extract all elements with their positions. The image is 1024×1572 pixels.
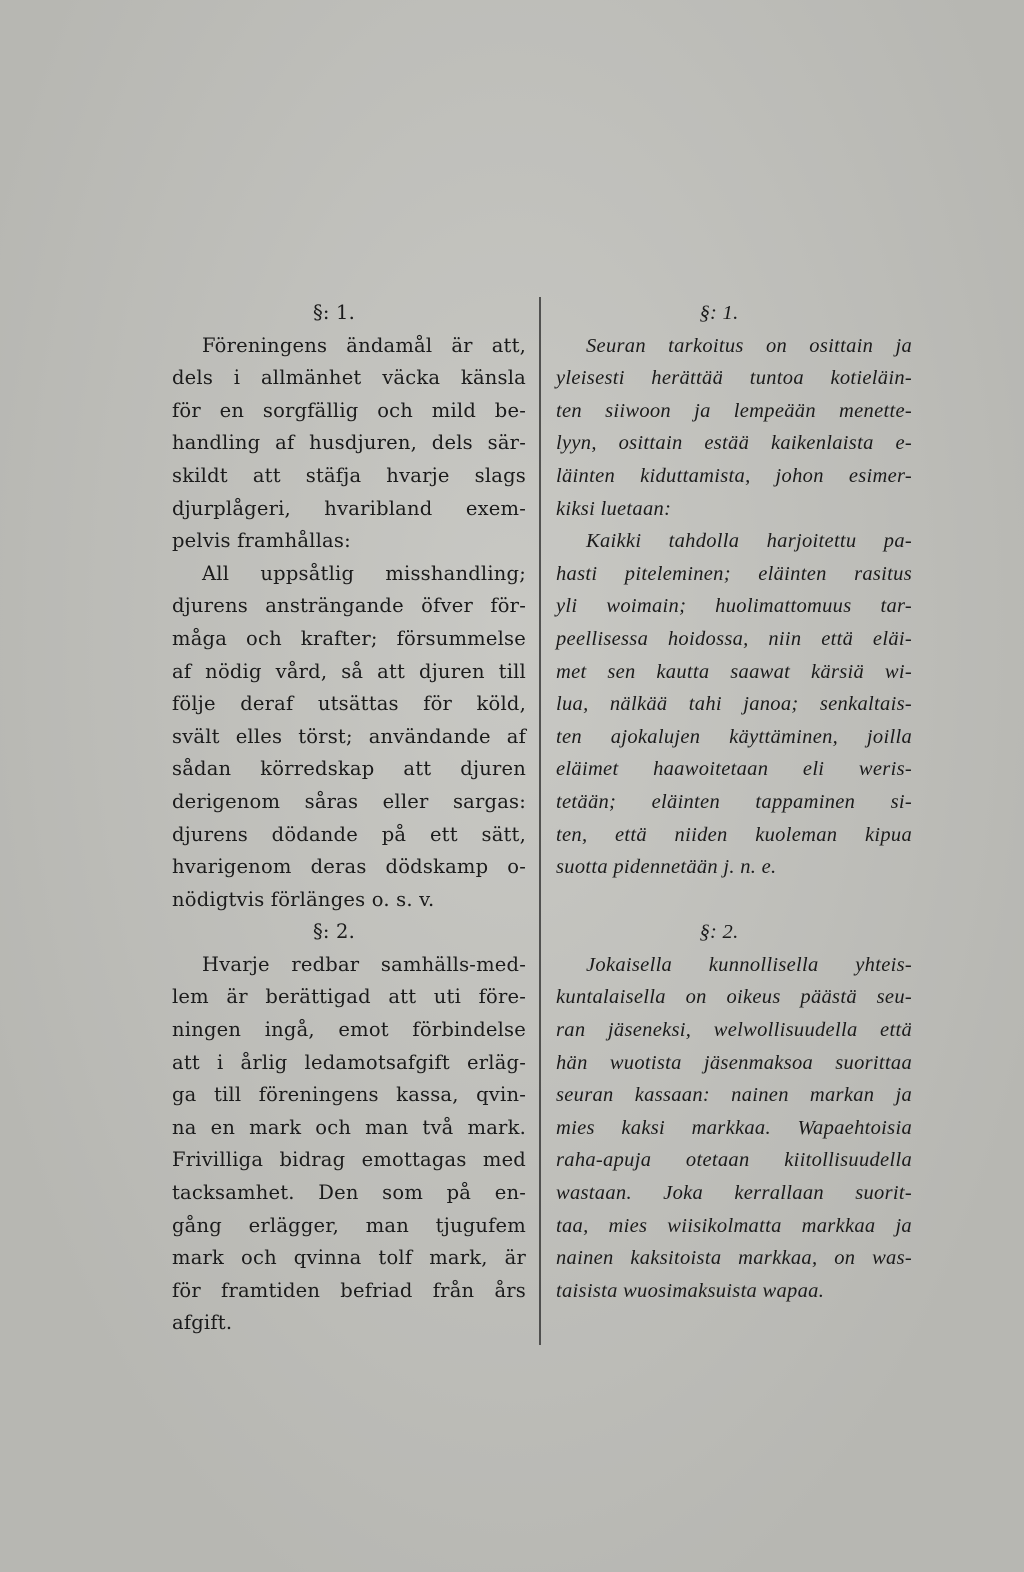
section-1-text-sv [172,330,526,917]
text-line: yleisesti herättää tuntoa kotieläin- [556,367,912,390]
text-line: djurplågeri, hvaribland exem- [172,496,526,520]
text-line: hvarigenom deras dödskamp o- [172,855,526,879]
text-line: skildt att stäfja hvarje slags [172,463,526,487]
text-line: följe deraf utsättas för köld, [172,692,526,716]
text-line: Seuran tarkoitus on osittain ja [586,334,912,357]
text-line: Föreningens ändamål är att, [202,333,526,357]
text-line: wastaan. Joka kerrallaan suorit- [556,1182,912,1205]
text-line: yli woimain; huolimattomuus tar- [556,595,912,618]
text-line: eläimet haawoitetaan eli weris- [556,758,912,781]
text-line: nainen kaksitoista markkaa, on was- [556,1247,912,1270]
text-line: ten, että niiden kuoleman kipua [556,823,912,846]
text-line: ten ajokalujen käyttäminen, joilla [556,725,912,748]
text-line: taisista wuosimaksuista wapaa. [556,1279,825,1302]
swedish-column [172,297,526,1340]
text-line: svält elles törst; användande af [172,724,526,748]
text-line: kiksi luetaan: [556,497,672,520]
text-line: lyyn, osittain estää kaikenlaista e- [556,432,912,455]
text-line: tacksamhet. Den som på en- [172,1181,526,1205]
section-2-heading-fi: §: 2. [699,921,739,944]
text-line: met sen kautta saawat kärsiä wi- [556,660,912,683]
text-line: lua, nälkää tahi janoa; senkaltais- [556,693,912,716]
text-line: ningen ingå, emot förbindelse [172,1018,526,1042]
text-line: nödigtvis förlänges o. s. v. [172,887,435,911]
text-line: sådan körredskap att djuren [172,757,526,781]
text-line: måga och krafter; försummelse [172,626,526,650]
text-line: ten siiwoon ja lempeään menette- [556,399,912,422]
text-line: handling af husdjuren, dels sär- [172,431,526,455]
text-line: seuran kassaan: nainen markan ja [556,1084,912,1107]
text-line: för framtiden befriad från års [172,1278,526,1302]
text-line: Hvarje redbar samhälls-med- [202,952,526,976]
text-line: gång erlägger, man tjugufem [172,1213,526,1237]
text-line: suotta pidennetään j. n. e. [556,856,777,879]
text-line: att i årlig ledamotsafgift erläg- [172,1050,526,1074]
text-line: Jokaisella kunnollisella yhteis- [586,953,912,976]
text-line: hän wuotista jäsenmaksoa suorittaa [556,1051,912,1074]
text-line: raha-apuja otetaan kiitollisuudella [556,1149,912,1172]
text-line: taa, mies wiisikolmatta markkaa ja [556,1214,912,1237]
text-line: All uppsåtlig misshandling; [202,561,526,585]
text-line: djurens ansträngande öfver för- [172,594,526,618]
text-line: peellisessa hoidossa, niin että eläi- [556,627,912,650]
text-line: ran jäseneksi, welwollisuudella että [556,1019,912,1042]
text-line: na en mark och man två mark. [172,1115,526,1139]
section-2-text-sv [172,949,526,1340]
text-line: läinten kiduttamista, johon esimer- [556,464,912,487]
section-1-text-fi [556,330,912,884]
finnish-column [556,297,912,1307]
text-line: för en sorgfällig och mild be- [172,398,526,422]
text-line: Kaikki tahdolla harjoitettu pa- [586,530,912,553]
text-line: ga till föreningens kassa, qvin- [172,1083,526,1107]
text-line: mies kaksi markkaa. Wapaehtoisia [556,1116,912,1139]
text-line: Frivilliga bidrag emottagas med [172,1148,526,1172]
section-2-heading-sv: §: 2. [312,920,356,944]
text-line: afgift. [172,1311,233,1335]
text-line: tetään; eläinten tappaminen si- [556,790,912,813]
section-1-heading-sv: §: 1. [312,301,356,324]
section-1-heading-fi: §: 1. [699,302,739,324]
text-line: hasti piteleminen; eläinten rasitus [556,562,912,585]
text-line: af nödig vård, så att djuren till [172,659,526,683]
text-line: dels i allmänhet väcka känsla [172,366,526,390]
section-2-text-fi [556,949,912,1308]
column-divider [539,297,541,1345]
text-line: mark och qvinna tolf mark, är [172,1246,526,1270]
text-line: derigenom såras eller sargas: [172,789,526,813]
text-line: pelvis framhållas: [172,529,351,553]
text-line: kuntalaisella on oikeus päästä seu- [556,986,912,1009]
text-line: djurens dödande på ett sätt, [172,822,526,846]
text-line: lem är berättigad att uti före- [172,985,526,1009]
